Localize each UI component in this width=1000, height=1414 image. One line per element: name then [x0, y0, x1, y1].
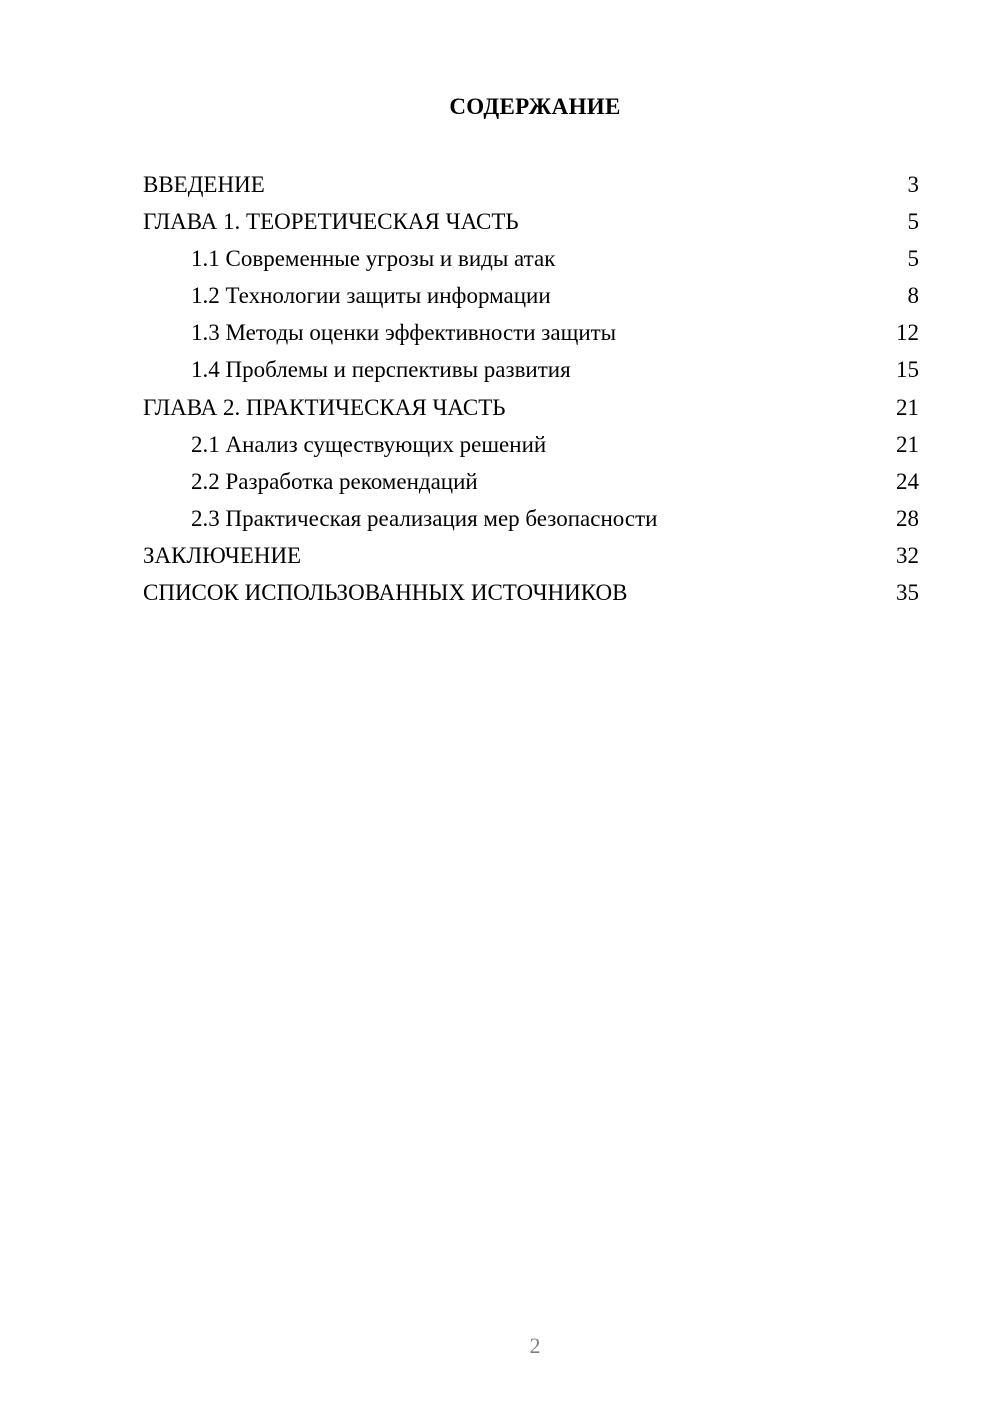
toc-entry-label: 2.2 Разработка рекомендаций: [191, 468, 478, 494]
toc-entry: [143, 537, 919, 574]
toc-entry: [143, 277, 919, 314]
toc-entry-page: 21: [896, 431, 919, 457]
toc-entry: [143, 351, 919, 388]
toc-entry-page: 5: [907, 209, 919, 235]
toc-entry-page: 15: [896, 357, 919, 383]
page-number: 2: [529, 1333, 541, 1358]
toc-entry-label: 1.3 Методы оценки эффективности защиты: [191, 320, 617, 346]
toc-entry-page: 32: [896, 542, 919, 568]
toc-entry-page: 5: [907, 246, 919, 272]
toc-entry: [143, 500, 919, 537]
toc-entry-label: ГЛАВА 1. ТЕОРЕТИЧЕСКАЯ ЧАСТЬ: [143, 209, 519, 235]
toc-entry-page: 3: [907, 172, 919, 197]
table-of-contents: [143, 166, 919, 611]
toc-entry-page: 28: [896, 505, 919, 531]
toc-entry: [143, 166, 919, 203]
toc-entry-label: 1.4 Проблемы и перспективы развития: [191, 357, 571, 383]
toc-entry-label: СПИСОК ИСПОЛЬЗОВАННЫХ ИСТОЧНИКОВ: [143, 580, 628, 606]
toc-entry-label: ГЛАВА 2. ПРАКТИЧЕСКАЯ ЧАСТЬ: [143, 394, 506, 420]
toc-entry-page: 21: [896, 394, 919, 420]
toc-title: СОДЕРЖАНИЕ: [449, 94, 621, 119]
toc-entry: [143, 314, 919, 351]
toc-entry-label: ВВЕДЕНИЕ: [143, 172, 265, 197]
toc-entry: [143, 426, 919, 463]
toc-entry-label: 1.1 Современные угрозы и виды атак: [191, 246, 556, 272]
toc-entry-page: 24: [896, 468, 919, 494]
toc-entry-label: 2.3 Практическая реализация мер безопасности: [191, 505, 658, 531]
toc-entry-label: ЗАКЛЮЧЕНИЕ: [143, 542, 302, 568]
toc-entry-page: 12: [896, 320, 919, 346]
toc-entry: [143, 203, 919, 240]
toc-entry: [143, 389, 919, 426]
toc-entry-page: 8: [907, 283, 919, 309]
toc-entry-label: 2.1 Анализ существующих решений: [191, 431, 547, 457]
toc-entry-label: 1.2 Технологии защиты информации: [191, 283, 551, 309]
toc-entry-page: 35: [896, 580, 919, 606]
toc-entry: [143, 463, 919, 500]
toc-entry: [143, 240, 919, 277]
toc-entry: [143, 574, 919, 611]
